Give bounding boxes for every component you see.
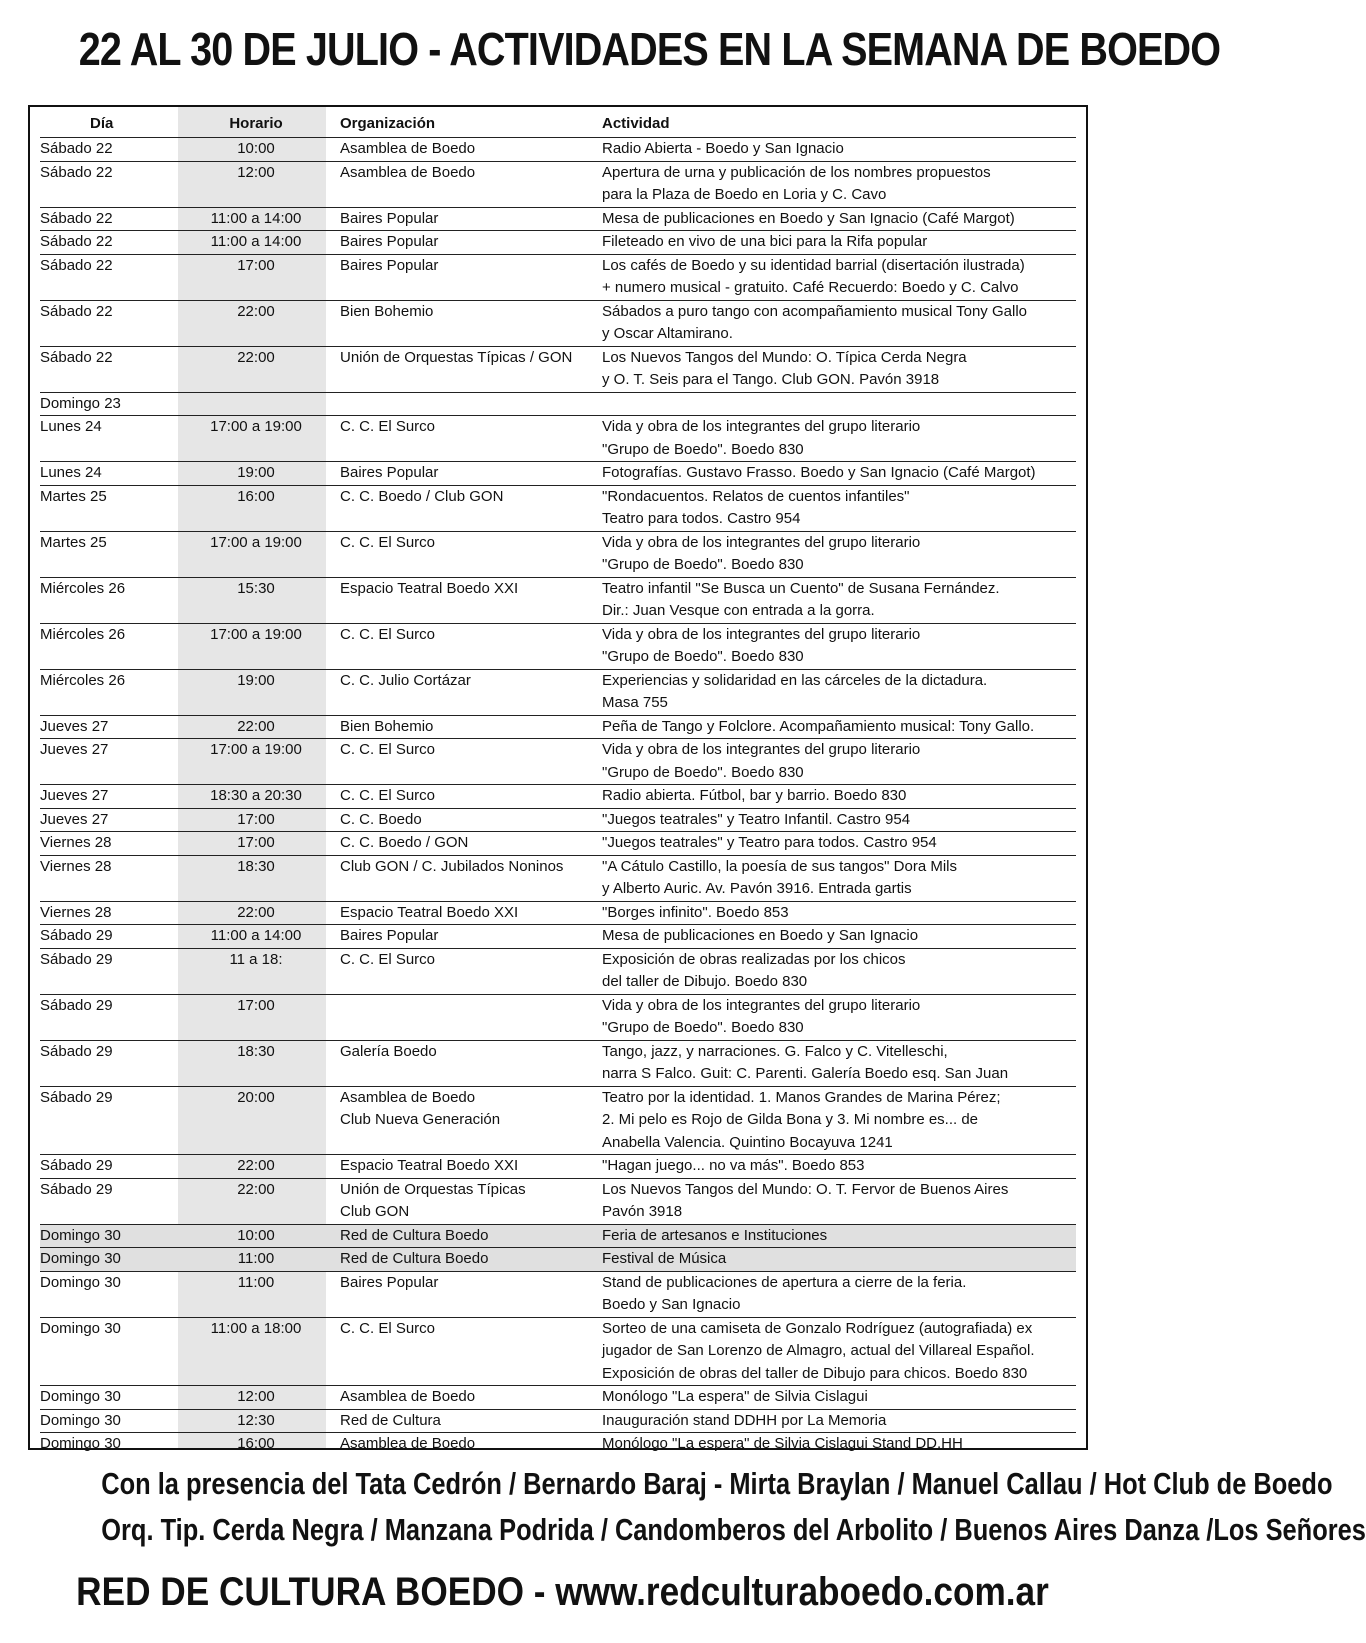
row-day: Sábado 29 bbox=[40, 1088, 113, 1106]
row-activity bbox=[602, 739, 1076, 784]
table-row bbox=[40, 230, 1076, 254]
table-header bbox=[40, 115, 1076, 137]
activity-line: para la Plaza de Boedo en Loria y C. Cavo bbox=[602, 186, 887, 203]
row-organization bbox=[330, 785, 602, 808]
table-row bbox=[40, 948, 1076, 994]
org-line: C. C. El Surco bbox=[340, 1319, 436, 1337]
org-line: Espacio Teatral Boedo XXI bbox=[340, 903, 519, 921]
org-line: C. C. Boedo bbox=[340, 810, 422, 828]
activity-line: Festival de Música bbox=[602, 1250, 727, 1267]
row-day: Domingo 30 bbox=[40, 1226, 121, 1244]
row-time: 18:30 a 20:30 bbox=[210, 787, 302, 804]
activity-line: "Hagan juego... no va más". Boedo 853 bbox=[602, 1157, 865, 1174]
row-activity bbox=[602, 949, 1076, 994]
row-day: Martes 25 bbox=[40, 487, 107, 505]
activity-line bbox=[602, 393, 1076, 416]
activity-line: Experiencias y solidaridad en las cárceles de la dictadura. bbox=[602, 671, 988, 689]
row-activity bbox=[602, 1272, 1076, 1317]
row-activity bbox=[602, 347, 1076, 392]
row-day: Sábado 22 bbox=[40, 209, 113, 227]
header-day: Día bbox=[90, 115, 114, 132]
org-line: Espacio Teatral Boedo XXI bbox=[340, 579, 519, 597]
activity-line: "Juegos teatrales" y Teatro para todos. Castro 954 bbox=[602, 834, 937, 851]
activity-line: Sábados a puro tango con acompañamiento musical Tony Gallo bbox=[602, 302, 1027, 320]
row-time: 11:00 a 14:00 bbox=[210, 209, 302, 227]
row-time: 19:00 bbox=[237, 671, 275, 689]
row-activity bbox=[602, 716, 1076, 739]
row-organization bbox=[330, 949, 602, 994]
row-day: Martes 25 bbox=[40, 533, 107, 551]
row-organization bbox=[330, 832, 602, 855]
footer-website: RED DE CULTURA BOEDO - www.redculturaboedo.com.ar bbox=[76, 1570, 1049, 1614]
table-row bbox=[40, 1385, 1076, 1409]
row-activity bbox=[602, 393, 1076, 416]
org-line: Asamblea de Boedo bbox=[340, 140, 476, 157]
activity-line: Masa 755 bbox=[602, 694, 668, 711]
row-day: Sábado 22 bbox=[40, 140, 113, 157]
row-time: 17:00 a 19:00 bbox=[210, 625, 302, 643]
row-activity bbox=[602, 486, 1076, 531]
row-day: Viernes 28 bbox=[40, 857, 112, 875]
table-row bbox=[40, 669, 1076, 715]
row-organization bbox=[330, 716, 602, 739]
table-row bbox=[40, 1317, 1076, 1386]
row-day: Domingo 30 bbox=[40, 1435, 121, 1452]
activity-line: Los Nuevos Tangos del Mundo: O. Típica Cerda Negra bbox=[602, 348, 967, 366]
activity-line: Sorteo de una camiseta de Gonzalo Rodríguez (autografiada) ex bbox=[602, 1319, 1033, 1337]
org-line: Club GON / C. Jubilados Noninos bbox=[340, 857, 564, 875]
row-day: Jueves 27 bbox=[40, 810, 109, 828]
activity-line: Los Nuevos Tangos del Mundo: O. T. Fervor de Buenos Aires bbox=[602, 1180, 1009, 1198]
activity-line: Mesa de publicaciones en Boedo y San Ignacio (Café Margot) bbox=[602, 209, 1015, 227]
activity-line: Vida y obra de los integrantes del grupo literario bbox=[602, 418, 921, 435]
activity-line: Exposición de obras realizadas por los chicos bbox=[602, 950, 906, 968]
row-time: 18:30 bbox=[237, 857, 275, 875]
row-activity bbox=[602, 1433, 1076, 1456]
row-day: Jueves 27 bbox=[40, 787, 109, 804]
row-organization bbox=[330, 347, 602, 392]
org-line: Baires Popular bbox=[340, 1273, 439, 1291]
page-title: 22 AL 30 DE JULIO - ACTIVIDADES EN LA SEMANA DE BOEDO bbox=[78, 23, 1221, 75]
table-row bbox=[40, 392, 1076, 416]
row-organization bbox=[330, 1087, 602, 1155]
row-time: 17:00 a 19:00 bbox=[210, 418, 302, 435]
row-organization bbox=[330, 1433, 602, 1456]
row-time: 12:00 bbox=[237, 1388, 275, 1405]
row-day: Jueves 27 bbox=[40, 717, 109, 735]
activity-line: Teatro infantil "Se Busca un Cuento" de Susana Fernández. bbox=[602, 579, 1000, 597]
org-line: Baires Popular bbox=[340, 233, 439, 250]
activity-line: Teatro por la identidad. 1. Manos Grandes de Marina Pérez; bbox=[602, 1088, 1001, 1106]
table-row bbox=[40, 300, 1076, 346]
row-activity bbox=[602, 462, 1076, 485]
activity-line: Radio abierta. Fútbol, bar y barrio. Boedo 830 bbox=[602, 787, 907, 804]
row-day: Domingo 30 bbox=[40, 1250, 121, 1267]
row-time: 11:00 a 18:00 bbox=[210, 1319, 302, 1337]
activity-line: "Grupo de Boedo". Boedo 830 bbox=[602, 1019, 804, 1036]
row-activity bbox=[602, 902, 1076, 925]
row-organization bbox=[330, 1248, 602, 1271]
row-organization bbox=[330, 739, 602, 784]
table-row bbox=[40, 415, 1076, 461]
row-organization bbox=[330, 162, 602, 207]
org-line: C. C. El Surco bbox=[340, 950, 436, 968]
org-line: C. C. Julio Cortázar bbox=[340, 671, 471, 689]
row-activity bbox=[602, 138, 1076, 161]
activity-line: Teatro para todos. Castro 954 bbox=[602, 510, 801, 527]
row-time: 16:00 bbox=[237, 1435, 275, 1452]
activity-line: "Borges infinito". Boedo 853 bbox=[602, 903, 789, 921]
activity-line: Tango, jazz, y narraciones. G. Falco y C. Vitelleschi, bbox=[602, 1042, 948, 1060]
row-time: 17:00 bbox=[237, 256, 275, 274]
org-line: Baires Popular bbox=[340, 927, 439, 944]
row-activity bbox=[602, 624, 1076, 669]
row-organization bbox=[330, 1410, 602, 1433]
row-organization bbox=[330, 138, 602, 161]
table-row bbox=[40, 901, 1076, 925]
row-time: 22:00 bbox=[237, 717, 275, 735]
activity-line: Vida y obra de los integrantes del grupo literario bbox=[602, 741, 921, 758]
table-row bbox=[40, 1409, 1076, 1433]
table-row bbox=[40, 207, 1076, 231]
row-time: 22:00 bbox=[237, 302, 275, 320]
row-time: 11 a 18: bbox=[229, 950, 283, 968]
row-time: 17:00 a 19:00 bbox=[210, 741, 302, 758]
row-day: Domingo 30 bbox=[40, 1273, 121, 1291]
table-row bbox=[40, 1154, 1076, 1178]
row-activity bbox=[602, 1318, 1076, 1386]
row-day: Sábado 22 bbox=[40, 233, 113, 250]
org-line: Bien Bohemio bbox=[340, 302, 434, 320]
table-row bbox=[40, 1040, 1076, 1086]
row-day: Lunes 24 bbox=[40, 418, 102, 435]
row-organization bbox=[330, 670, 602, 715]
activity-line: 2. Mi pelo es Rojo de Gilda Bona y 3. Mi nombre es... de bbox=[602, 1111, 979, 1128]
row-organization bbox=[330, 1318, 602, 1386]
row-organization bbox=[330, 486, 602, 531]
row-time: 11:00 a 14:00 bbox=[210, 233, 302, 250]
row-activity bbox=[602, 1410, 1076, 1433]
row-day: Domingo 23 bbox=[40, 394, 121, 412]
org-line: C. C. El Surco bbox=[340, 533, 436, 551]
activity-line: "A Cátulo Castillo, la poesía de sus tangos" Dora Mils bbox=[602, 857, 957, 875]
row-organization bbox=[330, 856, 602, 901]
header-time: Horario bbox=[229, 115, 283, 132]
header-org: Organización bbox=[340, 115, 436, 132]
activity-line: Anabella Valencia. Quintino Bocayuva 1241 bbox=[602, 1133, 893, 1151]
row-time: 15:30 bbox=[237, 579, 275, 597]
row-day: Sábado 22 bbox=[40, 163, 113, 181]
activity-line: del taller de Dibujo. Boedo 830 bbox=[602, 973, 808, 990]
row-organization bbox=[330, 809, 602, 832]
org-line: C. C. El Surco bbox=[340, 787, 436, 804]
row-organization bbox=[330, 902, 602, 925]
table-row bbox=[40, 485, 1076, 531]
row-organization bbox=[330, 1272, 602, 1317]
activity-line: Peña de Tango y Folclore. Acompañamiento musical: Tony Gallo. bbox=[602, 717, 1035, 735]
org-line: C. C. Boedo / Club GON bbox=[340, 487, 504, 505]
row-activity bbox=[602, 856, 1076, 901]
footer-artists-line-2: Orq. Tip. Cerda Negra / Manzana Podrida / Candomberos del Arbolito / Buenos Aires Danza /Los Señores bbox=[101, 1512, 1366, 1547]
row-day: Sábado 29 bbox=[40, 950, 113, 968]
row-time: 17:00 bbox=[237, 996, 275, 1014]
table-row bbox=[40, 1247, 1076, 1271]
schedule-table bbox=[28, 105, 1088, 1450]
schedule-rows bbox=[40, 115, 1076, 1456]
row-day: Sábado 22 bbox=[40, 302, 113, 320]
table-row bbox=[40, 1224, 1076, 1248]
header-activity: Actividad bbox=[602, 115, 670, 132]
row-time: 10:00 bbox=[237, 1226, 275, 1244]
row-activity bbox=[602, 995, 1076, 1040]
table-row bbox=[40, 623, 1076, 669]
row-activity bbox=[602, 231, 1076, 254]
row-time: 22:00 bbox=[237, 1157, 275, 1174]
row-time: 11:00 bbox=[237, 1250, 275, 1267]
activity-line: Exposición de obras del taller de Dibujo para chicos. Boedo 830 bbox=[602, 1364, 1028, 1382]
row-activity bbox=[602, 255, 1076, 300]
row-time: 22:00 bbox=[237, 348, 275, 366]
activity-line: Apertura de urna y publicación de los nombres propuestos bbox=[602, 163, 991, 181]
row-day: Domingo 30 bbox=[40, 1411, 121, 1429]
row-day: Jueves 27 bbox=[40, 741, 109, 758]
row-activity bbox=[602, 925, 1076, 948]
table-row bbox=[40, 1271, 1076, 1317]
org-line: C. C. Boedo / GON bbox=[340, 834, 469, 851]
org-line: C. C. El Surco bbox=[340, 418, 436, 435]
org-line: C. C. El Surco bbox=[340, 625, 436, 643]
row-time: 11:00 a 14:00 bbox=[210, 927, 302, 944]
table-row bbox=[40, 137, 1076, 161]
row-activity bbox=[602, 1179, 1076, 1224]
row-organization bbox=[330, 208, 602, 231]
row-activity bbox=[602, 301, 1076, 346]
table-row bbox=[40, 715, 1076, 739]
org-line bbox=[340, 393, 602, 416]
row-day: Sábado 29 bbox=[40, 996, 113, 1014]
activity-line: + numero musical - gratuito. Café Recuerdo: Boedo y C. Calvo bbox=[602, 279, 1019, 296]
row-organization bbox=[330, 995, 602, 1040]
org-line: Galería Boedo bbox=[340, 1042, 437, 1060]
row-day: Sábado 29 bbox=[40, 1157, 113, 1174]
activity-line: Inauguración stand DDHH por La Memoria bbox=[602, 1411, 887, 1429]
row-activity bbox=[602, 670, 1076, 715]
activity-line: Monólogo "La espera" de Silvia Cislagui Stand DD.HH bbox=[602, 1435, 963, 1452]
activity-line: Los cafés de Boedo y su identidad barrial (disertación ilustrada) bbox=[602, 256, 1025, 274]
activity-line: "Grupo de Boedo". Boedo 830 bbox=[602, 440, 804, 458]
row-organization bbox=[330, 231, 602, 254]
org-line: Baires Popular bbox=[340, 209, 439, 227]
table-row bbox=[40, 784, 1076, 808]
table-row bbox=[40, 1086, 1076, 1155]
row-activity bbox=[602, 832, 1076, 855]
activity-line: Boedo y San Ignacio bbox=[602, 1296, 741, 1313]
row-activity bbox=[602, 1155, 1076, 1178]
activity-line: Fotografías. Gustavo Frasso. Boedo y San Ignacio (Café Margot) bbox=[602, 464, 1036, 481]
row-organization bbox=[330, 925, 602, 948]
row-time: 17:00 bbox=[237, 834, 275, 851]
activity-line: y O. T. Seis para el Tango. Club GON. Pavón 3918 bbox=[602, 371, 940, 388]
activity-line: "Grupo de Boedo". Boedo 830 bbox=[602, 556, 804, 573]
row-time: 17:00 a 19:00 bbox=[210, 533, 302, 551]
row-time bbox=[182, 393, 330, 416]
row-day: Lunes 24 bbox=[40, 464, 102, 481]
activity-line: Pavón 3918 bbox=[602, 1203, 683, 1220]
table-row bbox=[40, 855, 1076, 901]
org-line: Unión de Orquestas Típicas / GON bbox=[340, 348, 573, 366]
activity-line: "Grupo de Boedo". Boedo 830 bbox=[602, 763, 804, 781]
org-line: Bien Bohemio bbox=[340, 717, 434, 735]
org-line: Asamblea de Boedo bbox=[340, 1388, 476, 1405]
activity-line: "Grupo de Boedo". Boedo 830 bbox=[602, 648, 804, 665]
table-row bbox=[40, 531, 1076, 577]
table-row bbox=[40, 831, 1076, 855]
org-line: Baires Popular bbox=[340, 464, 439, 481]
table-row bbox=[40, 1178, 1076, 1224]
activity-line: jugador de San Lorenzo de Almagro, actual del Villareal Español. bbox=[602, 1342, 1035, 1359]
org-line: Asamblea de Boedo bbox=[340, 1435, 476, 1452]
row-day: Sábado 29 bbox=[40, 927, 113, 944]
row-activity bbox=[602, 1248, 1076, 1271]
row-day: Viernes 28 bbox=[40, 903, 112, 921]
row-time: 11:00 bbox=[237, 1273, 275, 1291]
row-time: 22:00 bbox=[237, 903, 275, 921]
activity-line: Dir.: Juan Vesque con entrada a la gorra. bbox=[602, 602, 875, 619]
row-day: Sábado 29 bbox=[40, 1042, 113, 1060]
row-activity bbox=[602, 532, 1076, 577]
org-line: Red de Cultura bbox=[340, 1411, 441, 1429]
row-time: 10:00 bbox=[237, 140, 275, 157]
activity-line: "Rondacuentos. Relatos de cuentos infantiles" bbox=[602, 487, 910, 505]
row-activity bbox=[602, 162, 1076, 207]
activity-line: Radio Abierta - Boedo y San Ignacio bbox=[602, 140, 844, 157]
table-row bbox=[40, 1432, 1076, 1456]
org-line: Unión de Orquestas Típicas bbox=[340, 1180, 526, 1198]
row-activity bbox=[602, 416, 1076, 461]
activity-line: y Oscar Altamirano. bbox=[602, 325, 733, 342]
activity-line: Vida y obra de los integrantes del grupo literario bbox=[602, 533, 921, 551]
row-organization bbox=[330, 532, 602, 577]
row-day: Sábado 22 bbox=[40, 256, 113, 274]
org-line: Baires Popular bbox=[340, 256, 439, 274]
table-row bbox=[40, 577, 1076, 623]
row-day: Miércoles 26 bbox=[40, 625, 126, 643]
row-day: Sábado 22 bbox=[40, 348, 113, 366]
row-time: 19:00 bbox=[237, 464, 275, 481]
org-line: C. C. El Surco bbox=[340, 741, 436, 758]
row-organization bbox=[330, 416, 602, 461]
row-day: Miércoles 26 bbox=[40, 579, 126, 597]
table-row bbox=[40, 161, 1076, 207]
table-row bbox=[40, 994, 1076, 1040]
row-organization bbox=[330, 462, 602, 485]
activity-line: "Juegos teatrales" y Teatro Infantil. Castro 954 bbox=[602, 810, 911, 828]
org-line: Club GON bbox=[340, 1203, 410, 1220]
row-organization bbox=[330, 1041, 602, 1086]
activity-line: y Alberto Auric. Av. Pavón 3916. Entrada gartis bbox=[602, 880, 912, 897]
table-row bbox=[40, 808, 1076, 832]
row-organization bbox=[330, 1225, 602, 1248]
row-activity bbox=[602, 208, 1076, 231]
row-activity bbox=[602, 1386, 1076, 1409]
activity-line: Mesa de publicaciones en Boedo y San Ignacio bbox=[602, 927, 919, 944]
row-organization bbox=[330, 1155, 602, 1178]
row-day: Miércoles 26 bbox=[40, 671, 126, 689]
row-activity bbox=[602, 809, 1076, 832]
row-day: Domingo 30 bbox=[40, 1388, 121, 1405]
activity-line: Fileteado en vivo de una bici para la Rifa popular bbox=[602, 233, 928, 250]
activity-line: narra S Falco. Guit: C. Parenti. Galería Boedo esq. San Juan bbox=[602, 1065, 1009, 1082]
row-activity bbox=[602, 1041, 1076, 1086]
activity-line: Feria de artesanos e Instituciones bbox=[602, 1226, 828, 1244]
org-line: Asamblea de Boedo bbox=[340, 1088, 476, 1106]
activity-line: Stand de publicaciones de apertura a cierre de la feria. bbox=[602, 1273, 967, 1291]
org-line bbox=[340, 995, 602, 1018]
row-activity bbox=[602, 1087, 1076, 1155]
row-day: Viernes 28 bbox=[40, 834, 112, 851]
org-line: Espacio Teatral Boedo XXI bbox=[340, 1157, 519, 1174]
table-row bbox=[40, 738, 1076, 784]
row-organization bbox=[330, 624, 602, 669]
table-row bbox=[40, 924, 1076, 948]
activity-line: Vida y obra de los integrantes del grupo literario bbox=[602, 996, 921, 1014]
row-time: 12:30 bbox=[237, 1411, 275, 1429]
row-time: 17:00 bbox=[237, 810, 275, 828]
row-organization bbox=[330, 301, 602, 346]
row-time: 22:00 bbox=[237, 1180, 275, 1198]
footer-artists-line-1: Con la presencia del Tata Cedrón / Bernardo Baraj - Mirta Braylan / Manuel Callau / Hot Club de Boedo bbox=[101, 1466, 1333, 1501]
org-line: Club Nueva Generación bbox=[340, 1111, 501, 1128]
org-line: Red de Cultura Boedo bbox=[340, 1250, 489, 1267]
row-time: 18:30 bbox=[237, 1042, 275, 1060]
row-organization bbox=[330, 255, 602, 300]
org-line: Asamblea de Boedo bbox=[340, 163, 476, 181]
table-row bbox=[40, 254, 1076, 300]
activity-line: Monólogo "La espera" de Silvia Cislagui bbox=[602, 1388, 868, 1405]
row-day: Domingo 30 bbox=[40, 1319, 121, 1337]
row-organization bbox=[330, 1179, 602, 1224]
row-activity bbox=[602, 1225, 1076, 1248]
org-line: Red de Cultura Boedo bbox=[340, 1226, 489, 1244]
row-time: 16:00 bbox=[237, 487, 275, 505]
row-organization bbox=[330, 578, 602, 623]
activity-line: Vida y obra de los integrantes del grupo literario bbox=[602, 625, 921, 643]
row-organization bbox=[330, 393, 602, 416]
row-time: 12:00 bbox=[237, 163, 275, 181]
table-row bbox=[40, 461, 1076, 485]
row-day: Sábado 29 bbox=[40, 1180, 113, 1198]
table-row bbox=[40, 346, 1076, 392]
row-activity bbox=[602, 785, 1076, 808]
row-activity bbox=[602, 578, 1076, 623]
row-time: 20:00 bbox=[237, 1088, 275, 1106]
row-organization bbox=[330, 1386, 602, 1409]
